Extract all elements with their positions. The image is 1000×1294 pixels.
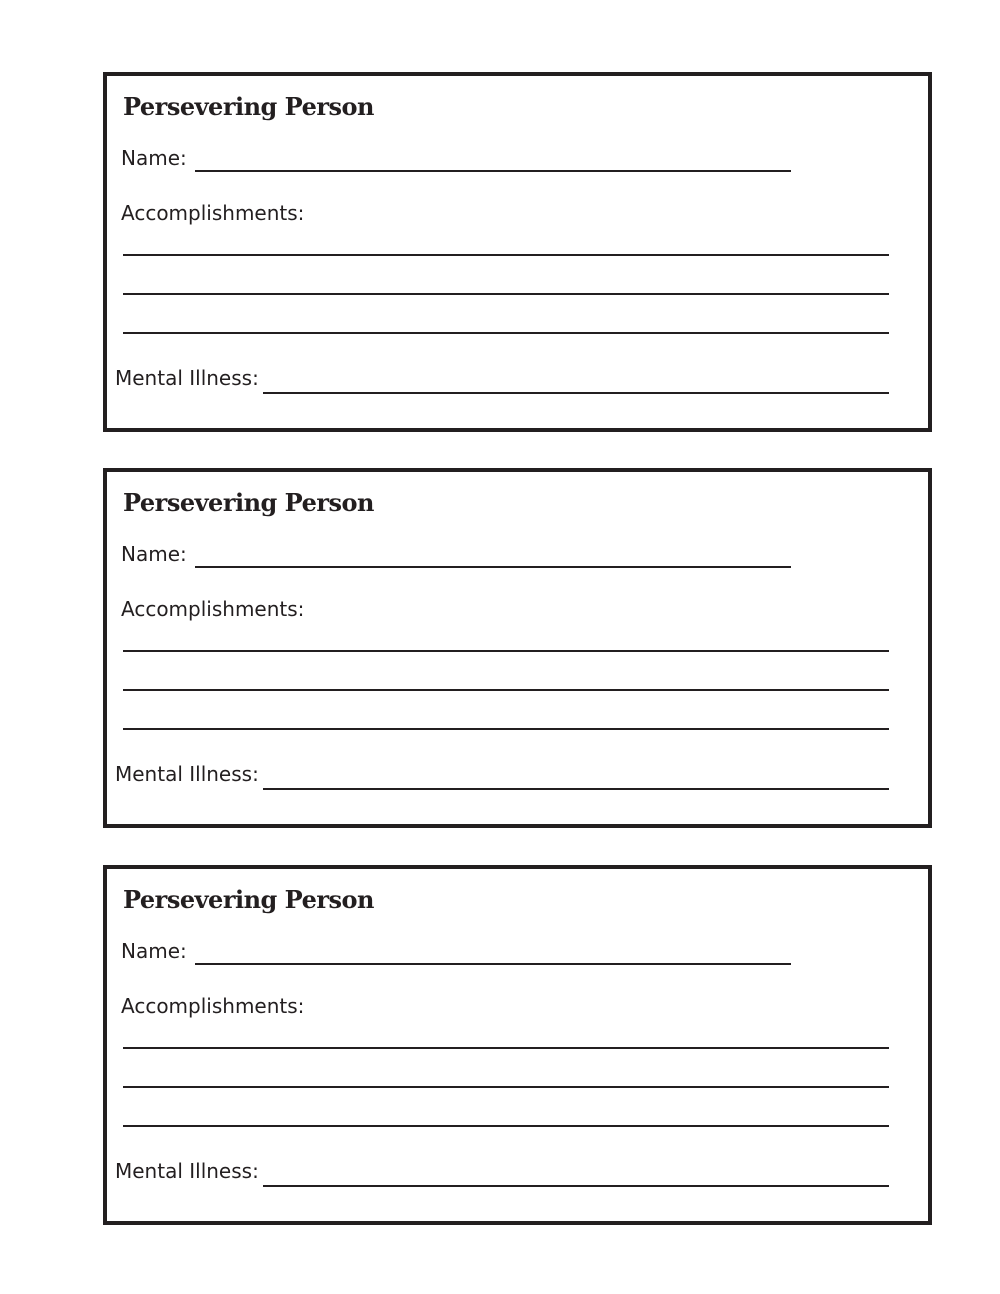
mental-illness-label: Mental Illness:: [115, 762, 259, 786]
name-field[interactable]: [195, 566, 791, 568]
mental-illness-field[interactable]: [263, 392, 889, 394]
card-title: Persevering Person: [123, 885, 374, 914]
accomplishments-label: Accomplishments:: [121, 994, 305, 1018]
name-label: Name:: [121, 939, 187, 963]
name-label: Name:: [121, 146, 187, 170]
worksheet-card-1: [103, 72, 932, 432]
mental-illness-label: Mental Illness:: [115, 1159, 259, 1183]
accomplishments-line-2[interactable]: [123, 689, 889, 691]
accomplishments-line-1[interactable]: [123, 650, 889, 652]
worksheet-card-2: [103, 468, 932, 828]
worksheet-card-3: [103, 865, 932, 1225]
accomplishments-label: Accomplishments:: [121, 597, 305, 621]
accomplishments-line-3[interactable]: [123, 728, 889, 730]
accomplishments-line-1[interactable]: [123, 254, 889, 256]
accomplishments-line-1[interactable]: [123, 1047, 889, 1049]
name-label: Name:: [121, 542, 187, 566]
accomplishments-line-3[interactable]: [123, 332, 889, 334]
mental-illness-label: Mental Illness:: [115, 366, 259, 390]
name-field[interactable]: [195, 170, 791, 172]
accomplishments-label: Accomplishments:: [121, 201, 305, 225]
accomplishments-line-2[interactable]: [123, 293, 889, 295]
accomplishments-line-2[interactable]: [123, 1086, 889, 1088]
card-title: Persevering Person: [123, 92, 374, 121]
card-title: Persevering Person: [123, 488, 374, 517]
accomplishments-line-3[interactable]: [123, 1125, 889, 1127]
name-field[interactable]: [195, 963, 791, 965]
mental-illness-field[interactable]: [263, 1185, 889, 1187]
mental-illness-field[interactable]: [263, 788, 889, 790]
